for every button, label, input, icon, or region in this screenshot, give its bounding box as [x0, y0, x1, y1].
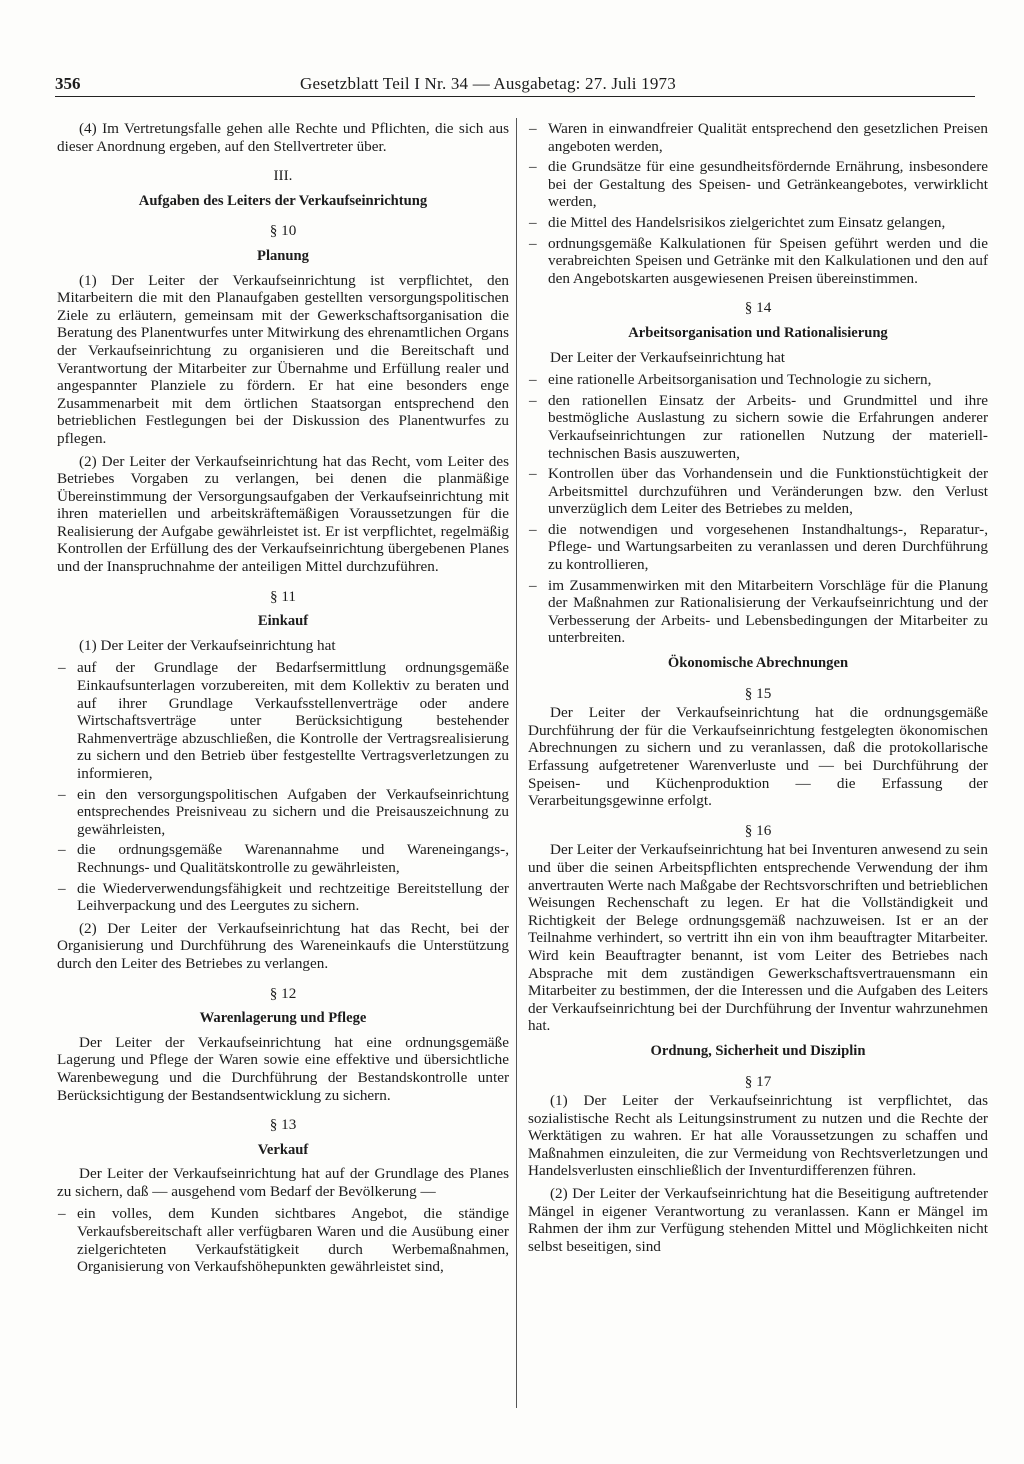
list-item: – Kontrollen über das Vorhandensein und die Funktionstüchtigkeit der Arbeitsmittel durchzuführen und Veränderungen bzw. den Verlust unverzüglich dem Leiter des Betriebes zu melden,: [528, 465, 988, 518]
header-rule: [55, 96, 975, 97]
paragraph-4-stellvertreter: (4) Im Vertretungsfalle gehen alle Rechte und Pflichten, die sich aus dieser Anordnung ergeben, auf den Stellvertreter über.: [57, 120, 509, 155]
paragraph-number-11: § 11: [269, 587, 296, 605]
list-item: – ein den versorgungspolitischen Aufgaben der Verkaufseinrichtung entsprechendes Preisniveau zu sichern und die Preisauszeichnung zu gewährleisten,: [57, 786, 509, 839]
page-header: [55, 74, 975, 96]
paragraph-number-14: § 14: [744, 299, 772, 317]
paragraph-number-13: § 13: [269, 1116, 297, 1134]
section-heading: Aufgaben des Leiters der Verkaufseinrichtung: [138, 192, 428, 209]
list-item: – die Wiederverwendungsfähigkeit und rechtzeitige Bereitstellung der Leihverpackung und des Leergutes zu sichern.: [57, 880, 509, 915]
list-item: – auf der Grundlage der Bedarfsermittlung ordnungsgemäße Einkaufsunterlagen vorzubereiten, mit dem Kollektiv zu beraten und auf ihrer Grundlage Verkaufsstellenverträge oder andere Wirtschaftsverträge unter Berücksichtigung bestehender Rahmenverträge abzuschließen, die Kontrolle der Vertragsrealisierung zu sichern und den Betrieb über festgestellte Vertragsverletzungen zu informieren,: [57, 659, 509, 782]
s10-paragraph-2: (2) Der Leiter der Verkaufseinrichtung hat das Recht, vom Leiter des Betriebes Vorgaben zu verlangen, bei denen die planmäßige Übereinstimmung der Versorgungsaufgaben der Verkaufseinrichtung mit ihren materiellen und arbeitskräftemäßigen Voraussetzungen für die Realisierung der Aufgabe gewährleistet ist. Er ist verpflichtet, regelmäßig Kontrollen der Erfüllung des der Verkaufseinrichtung übergebenen Planes und der Inanspruchnahme der anteiligen Mittel durchzuführen.: [57, 452, 509, 576]
list-item: – ein volles, dem Kunden sichtbares Angebot, die ständige Verkaufsbereitschaft aller verfügbaren Waren und die Ausübung einer zielgerichteten Verkaufstätigkeit durch Werbemaßnahmen, Organisierung von Verkaufshöhepunkten gewährleistet sind,: [57, 1205, 509, 1275]
list-item: – den rationellen Einsatz der Arbeits- und Grundmittel und ihre bestmögliche Auslastung zu sichern sowie die Erfahrungen anderer Verkaufseinrichtungen zur rationellen Nutzung der materiell-technischen Basis auszuwerten,: [528, 392, 988, 462]
heading-oekonomische-abrechnungen: Ökonomische Abrechnungen: [667, 655, 849, 672]
s14-lead: Der Leiter der Verkaufseinrichtung hat: [550, 348, 786, 366]
s16-paragraph: Der Leiter der Verkaufseinrichtung hat bei Inventuren anwesend zu sein und über die seinen Arbeitspflichten entsprechende Verwendung der ihm anvertrauten Werte nach Maßgabe der Rechtsvorschriften und betrieblichen Weisungen Rechenschaft zu legen. Er hat die Vollständigkeit und Richtigkeit der Belege ordnungsgemäß nachzuweisen. Ist er an der Teilnahme verhindert, so vertritt ihn ein von ihm beauftragter Mitarbeiter. Wird kein Beauftragter benannt, ist vom Leiter des Betriebes nach Absprache mit dem zuständigen Gewerkschaftsvertrauensmann ein Mitarbeiter zu bestimmen, der die Interessen und die Aufgaben des Leiters der Verkaufseinrichtung bei der Durchführung der Inventur wahrzunehmen hat.: [528, 841, 988, 1035]
right-column: [528, 120, 988, 1260]
s12-paragraph: Der Leiter der Verkaufseinrichtung hat eine ordnungsgemäße Lagerung und Pflege der Waren sowie eine effektive und übersichtliche Warenbewegung und die Durchführung der Bestandskontrolle unter Berücksichtigung der Bestandsentwicklung zu sichern.: [57, 1033, 509, 1104]
s14-list: [528, 371, 988, 647]
list-item: – die Grundsätze für eine gesundheitsfördernde Ernährung, insbesondere bei der Gestaltung des Speisen- und Getränkeangebotes, verwirklicht werden,: [528, 158, 988, 211]
s13-list-right: [528, 120, 988, 287]
page-number: 356: [55, 74, 81, 93]
s17-paragraph-2: (2) Der Leiter der Verkaufseinrichtung hat die Beseitigung auftretender Mängel in eigener Verantwortung zu veranlassen. Kann er Mängel im Rahmen der ihm zur Verfügung stehenden Mittel und Möglichkeiten nicht selbst beseitigen, sind: [528, 1185, 988, 1255]
list-item: – die ordnungsgemäße Warenannahme und Wareneingangs-, Rechnungs- und Qualitätskontrolle zu gewährleisten,: [57, 841, 509, 876]
paragraph-number-10: § 10: [269, 222, 297, 240]
s15-paragraph: Der Leiter der Verkaufseinrichtung hat die ordnungsgemäße Durchführung der für die Verkaufseinrichtung festgelegten ökonomischen Abrechnungen zu sichern und zu veranlassen, daß die protokollarische Erfassung aufgetretener Warenverluste und — bei Durchführung der Speisen- und Küchenproduktion — die Erfassung der Verarbeitungsgewinne erfolgt.: [528, 704, 988, 810]
heading-warenlagerung: Warenlagerung und Pflege: [199, 1010, 367, 1027]
s13-lead: Der Leiter der Verkaufseinrichtung hat auf der Grundlage des Planes zu sichern, daß — ausgehend vom Bedarf der Bevölkerung —: [57, 1165, 509, 1200]
s13-list-left: [57, 1205, 509, 1275]
list-item: – die Mittel des Handelsrisikos zielgerichtet zum Einsatz gelangen,: [528, 214, 988, 232]
heading-planung: Planung: [257, 247, 309, 264]
s10-paragraph-1: (1) Der Leiter der Verkaufseinrichtung ist verpflichtet, den Mitarbeitern die mit den Planaufgaben gestellten versorgungspolitischen Ziele zu erläutern, gemeinsam mit der Gewerkschaftsorganisation die Beratung des Planentwurfes unter Mitwirkung des ehrenamtlichen Organs der Verkaufseinrichtung zu organisieren und die Bereitschaft und Verantwortung der Mitarbeiter zur Übernahme und Erfüllung realer und angespannter Planziele zu fördern. Er hat eine besonders enge Zusammenarbeit mit dem örtlichen Staatsorgan entsprechend den betrieblichen Festlegungen bei der Diskussion des Planentwurfes zu pflegen.: [57, 271, 509, 447]
paragraph-number-12: § 12: [269, 984, 297, 1002]
heading-verkauf: Verkauf: [257, 1141, 309, 1158]
section-roman-numeral: III.: [273, 167, 293, 185]
list-item: – im Zusammenwirken mit den Mitarbeitern Vorschläge für die Planung der Maßnahmen zur Rationalisierung der Verkaufseinrichtung und der Verbesserung der Arbeits- und Lebensbedingungen der Mitarbeiter zu unterbreiten.: [528, 577, 988, 647]
running-head: Gesetzblatt Teil I Nr. 34 — Ausgabetag: 27. Juli 1973: [300, 74, 676, 93]
list-item: – ordnungsgemäße Kalkulationen für Speisen geführt werden und die verabreichten Speisen und Getränke mit den Kalkulationen und den auf den Angebotskarten ausgewiesenen Preisen übereinstimmen.: [528, 235, 988, 288]
s17-paragraph-1: (1) Der Leiter der Verkaufseinrichtung ist verpflichtet, das sozialistische Recht als Leitungsinstrument zu nutzen und die Rechte der Werktätigen zu wahren. Er hat alle Voraussetzungen zu schaffen und Maßnahmen einzuleiten, die zur Vermeidung von Rechtsverletzungen und Handelsverlusten einschließlich der Inventurdifferenzen führen.: [528, 1092, 988, 1180]
paragraph-number-16: § 16: [744, 821, 772, 839]
left-column: [57, 120, 509, 1281]
s11-lead: (1) Der Leiter der Verkaufseinrichtung hat: [79, 636, 336, 654]
paragraph-number-17: § 17: [744, 1072, 772, 1090]
list-item: – eine rationelle Arbeitsorganisation und Technologie zu sichern,: [528, 371, 988, 389]
heading-arbeitsorganisation: Arbeitsorganisation und Rationalisierung: [628, 324, 888, 341]
paragraph-number-15: § 15: [744, 684, 772, 702]
s11-list: [57, 659, 509, 914]
s11-paragraph-2: (2) Der Leiter der Verkaufseinrichtung hat das Recht, bei der Organisierung und Durchführung des Wareneinkaufs die Unterstützung durch den Leiter des Betriebes zu verlangen.: [57, 919, 509, 972]
list-item: – Waren in einwandfreier Qualität entsprechend den gesetzlichen Preisen angeboten werden,: [528, 120, 988, 155]
column-divider: [516, 118, 517, 1408]
list-item: – die notwendigen und vorgesehenen Instandhaltungs-, Reparatur-, Pflege- und Wartungsarbeiten zu veranlassen und deren Durchführung zu kontrollieren,: [528, 521, 988, 574]
heading-einkauf: Einkauf: [257, 613, 309, 630]
heading-ordnung-sicherheit-disziplin: Ordnung, Sicherheit und Disziplin: [650, 1042, 866, 1059]
